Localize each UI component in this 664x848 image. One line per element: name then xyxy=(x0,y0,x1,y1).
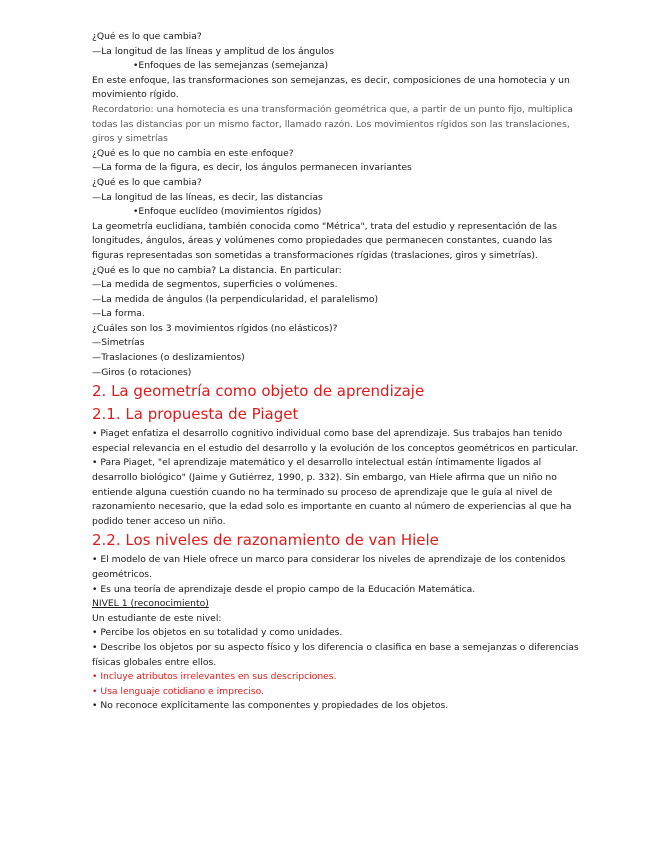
answer-line: —La forma. xyxy=(92,308,145,320)
answer-line: —Giros (o rotaciones) xyxy=(92,366,192,378)
answer-line: —La medida de segmentos, superficies o volúmenes. xyxy=(92,279,338,291)
section-heading-2: 2. La geometría como objeto de aprendizaje xyxy=(92,382,425,401)
document-body xyxy=(92,30,584,714)
question-line: ¿Qué es lo que cambia? xyxy=(92,31,202,42)
answer-line: —La medida de ángulos (la perpendicularidad, el paralelismo) xyxy=(92,293,379,305)
level-bullet-highlight: • Incluye atributos irrelevantes en sus descripciones. xyxy=(92,671,337,683)
section-heading-2-2: 2.2. Los niveles de razonamiento de van Hiele xyxy=(92,531,439,550)
answer-line: —La forma de la figura, es decir, los ángulos permanecen invariantes xyxy=(92,162,412,174)
piaget-paragraph: • Para Piaget, "el aprendizaje matemático y el desarrollo intelectual están íntimamente ligados al desarrollo biológico" (Jaime y Gutiérrez, 1990, p. 332). Sin embargo, van Hiele afirma que un niño no entiende alguna cuestión cuando no ha terminado su proceso de aprendizaje que le guía al nivel de razonamiento necesario, que la edad solo es importante en cuanto al número de experiencias al que ha podido tener acceso un niño. xyxy=(92,457,572,527)
answer-line: —Traslaciones (o deslizamientos) xyxy=(92,352,245,364)
question-line: ¿Qué es lo que no cambia? La distancia. En particular: xyxy=(92,264,342,276)
section-heading-2-1: 2.1. La propuesta de Piaget xyxy=(92,405,299,424)
level-intro: Un estudiante de este nivel: xyxy=(92,612,222,624)
level-title: NIVEL 1 (reconocimiento) xyxy=(92,598,209,610)
question-line: ¿Cuáles son los 3 movimientos rígidos (no elásticos)? xyxy=(92,322,338,334)
level-bullet-highlight: • Usa lenguaje cotidiano e impreciso. xyxy=(92,685,264,697)
answer-line: —Simetrías xyxy=(92,337,145,349)
reminder-paragraph: Recordatorio: una homotecia es una transformación geométrica que, a partir de un punto fijo, multiplica todas las distancias por un mismo factor, llamado razón. Los movimientos rígidos son las translaciones, giros y simetrías xyxy=(92,103,573,145)
vanhiele-paragraph: • Es una teoría de aprendizaje desde el propio campo de la Educación Matemática. xyxy=(92,583,476,595)
bullet-semejanzas: •Enfoques de las semejanzas (semejanza) xyxy=(133,60,329,72)
question-line: ¿Qué es lo que no cambia en este enfoque? xyxy=(92,147,294,159)
answer-line: —La longitud de las líneas, es decir, las distancias xyxy=(92,191,323,203)
paragraph-semejanzas: En este enfoque, las transformaciones son semejanzas, es decir, composiciones de una homotecia y un movimiento rígido. xyxy=(92,74,570,101)
bullet-euclideo: •Enfoque euclídeo (movimientos rígidos) xyxy=(133,206,322,218)
answer-line: —La longitud de las líneas y amplitud de los ángulos xyxy=(92,45,335,57)
level-bullet: • Describe los objetos por su aspecto físico y los diferencia o clasifica en base a semejanzas o diferencias físicas globales entre ellos. xyxy=(92,641,579,668)
piaget-paragraph: • Piaget enfatiza el desarrollo cognitivo individual como base del aprendizaje. Sus trabajos han tenido especial relevancia en el estudio del desarrollo y la evolución de los conceptos geométricos en particular. xyxy=(92,428,579,454)
question-line: ¿Qué es lo que cambia? xyxy=(92,176,202,188)
vanhiele-paragraph: • El modelo de van Hiele ofrece un marco para considerar los niveles de aprendizaje de los contenidos geométricos. xyxy=(92,554,566,580)
level-bullet: • Percibe los objetos en su totalidad y como unidades. xyxy=(92,627,343,639)
paragraph-euclidiana: La geometría euclidiana, también conocida como "Métrica", trata del estudio y representación de las longitudes, ángulos, áreas y volúmenes como propiedades que permanecen constantes, cuando las figuras representadas son sometidas a transformaciones rígidas (traslaciones, giros y simetrías). xyxy=(92,220,557,261)
level-bullet: • No reconoce explícitamente las componentes y propiedades de los objetos. xyxy=(92,700,449,712)
